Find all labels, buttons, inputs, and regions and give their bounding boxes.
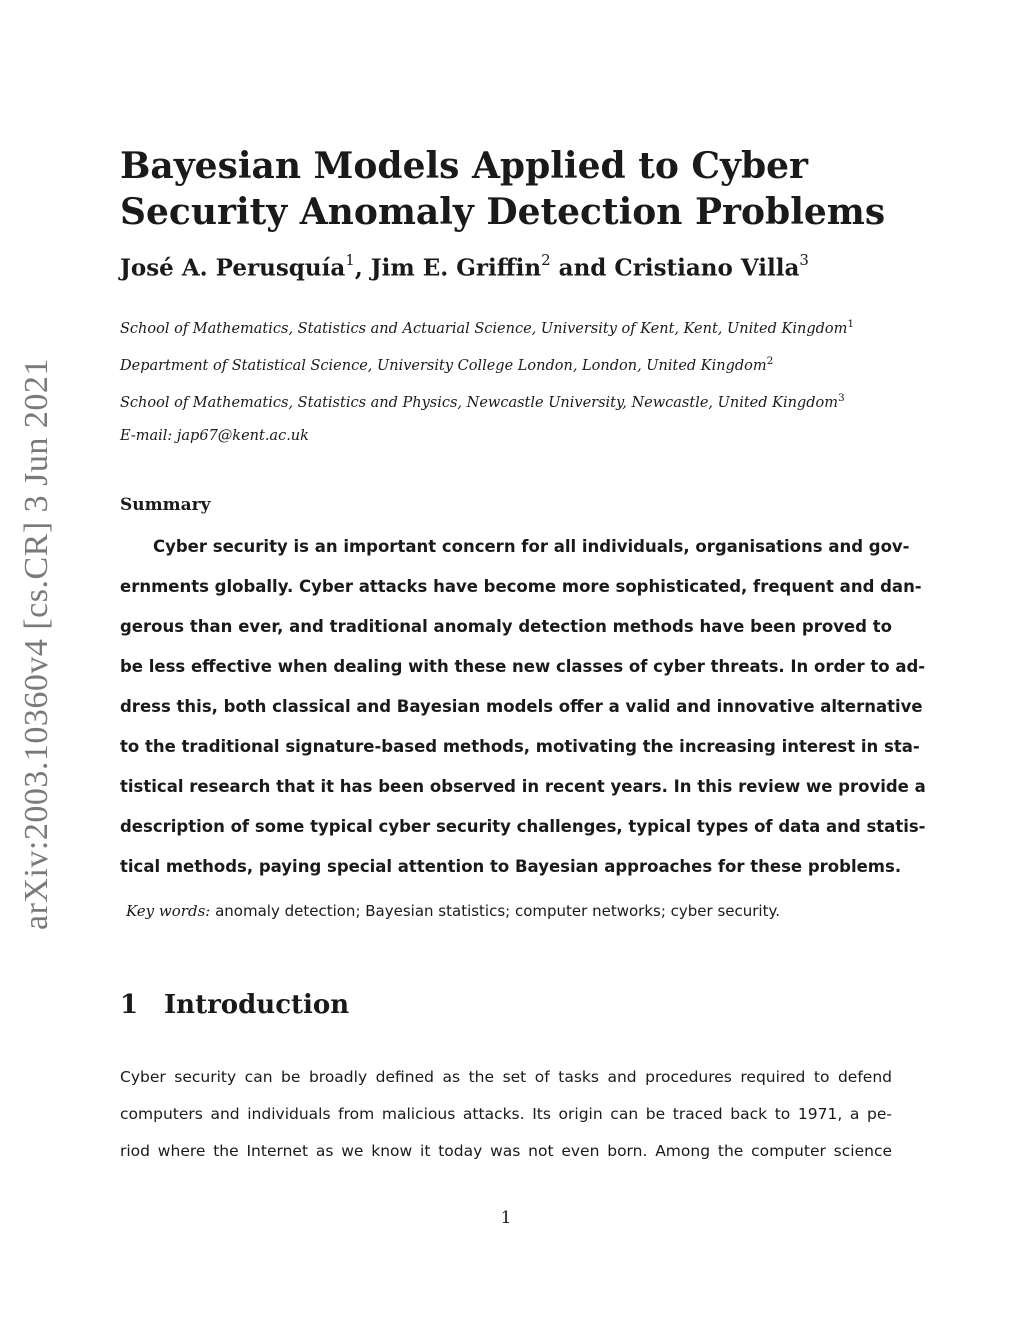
arxiv-identifier: arXiv:2003.10360v4 [cs.CR] 3 Jun 2021 (18, 358, 55, 930)
affiliation-marker: 3 (837, 392, 845, 404)
abstract-line: ernments globally. Cyber attacks have become more sophisticated, frequent and dan- (120, 577, 922, 596)
page-number: 1 (500, 1208, 512, 1228)
keywords-text: anomaly detection; Bayesian statistics; computer networks; cyber security. (215, 902, 780, 920)
title-line-1: Bayesian Models Applied to Cyber (120, 145, 808, 187)
affiliation-2 (120, 351, 940, 376)
body-text-line: computers and individuals from malicious attacks. Its origin can be traced back to 1971, a pe- (120, 1105, 892, 1123)
affiliation-text: School of Mathematics, Statistics and Physics, Newcastle University, Newcastle, United Kingdom (120, 394, 838, 411)
abstract-line: description of some typical cyber security challenges, typical types of data and statis- (120, 817, 926, 836)
author-separator: and (550, 254, 615, 282)
contact-email[interactable]: E-mail: jap67@kent.ac.uk (120, 428, 309, 444)
affiliation-1 (120, 314, 940, 339)
keywords-label: Key words: (126, 902, 211, 920)
affiliation-3 (120, 388, 940, 413)
abstract-line: be less effective when dealing with these new classes of cyber threats. In order to ad- (120, 657, 926, 676)
author-affil-marker: 1 (345, 251, 355, 269)
abstract-line: tical methods, paying special attention to Bayesian approaches for these problems. (120, 857, 902, 876)
abstract-line: tistical research that it has been observed in recent years. In this review we provide a (120, 777, 926, 796)
section-number: 1 (120, 990, 139, 1020)
author-name: José A. Perusquía (120, 254, 346, 282)
section-title: Introduction (164, 990, 350, 1020)
author-name: Jim E. Griffin (370, 254, 542, 282)
author-name: Cristiano Villa (614, 254, 800, 282)
paper-title (120, 143, 920, 235)
author-separator: , (354, 254, 371, 282)
title-line-2: Security Anomaly Detection Problems (120, 191, 886, 233)
affiliation-marker: 1 (847, 318, 855, 330)
affiliation-marker: 2 (766, 355, 774, 367)
abstract-line: dress this, both classical and Bayesian models offer a valid and innovative alternative (120, 697, 923, 716)
author-affil-marker: 2 (541, 251, 551, 269)
author-affil-marker: 3 (799, 251, 809, 269)
affiliation-text: School of Mathematics, Statistics and Actuarial Science, University of Kent, Kent, United Kingdom (120, 320, 848, 337)
abstract-line: to the traditional signature-based methods, motivating the increasing interest in sta- (120, 737, 920, 756)
keywords (126, 902, 780, 920)
body-text-line: Cyber security can be broadly defined as the set of tasks and procedures required to defend (120, 1068, 892, 1086)
section-heading (120, 990, 349, 1020)
body-text-line: riod where the Internet as we know it today was not even born. Among the computer science (120, 1142, 892, 1160)
abstract-line: gerous than ever, and traditional anomaly detection methods have been proved to (120, 617, 892, 636)
summary-heading: Summary (120, 495, 211, 515)
author-list (120, 245, 920, 286)
affiliation-text: Department of Statistical Science, University College London, London, United Kingdom (120, 357, 767, 374)
abstract-line: Cyber security is an important concern for all individuals, organisations and gov- (153, 537, 910, 556)
